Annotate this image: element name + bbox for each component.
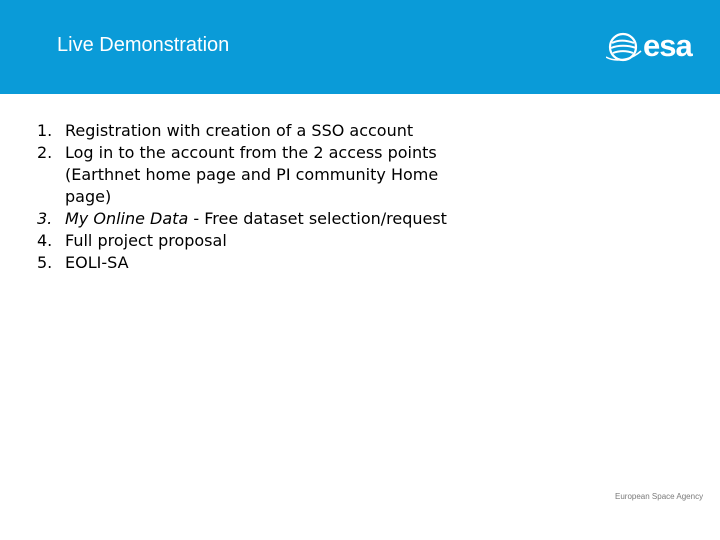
list-item-text: Log in to the account from the 2 access points: [65, 143, 437, 162]
slide-title: Live Demonstration: [57, 34, 230, 56]
esa-logo: [606, 28, 704, 66]
esa-globe-icon: [606, 31, 642, 63]
list-item-continuation: (Earthnet home page and PI community Home: [65, 165, 439, 184]
list-item: [37, 142, 557, 208]
list-item-number: 1.: [37, 121, 53, 140]
list-item-text: EOLI-SA: [65, 253, 129, 272]
list-item-text: Registration with creation of a SSO account: [65, 121, 414, 140]
esa-wordmark: esa: [643, 28, 692, 63]
demo-items-list: [37, 120, 557, 274]
list-item: [37, 208, 557, 230]
list-item-number: 5.: [37, 253, 53, 272]
footer-agency-name: European Space Agency: [615, 492, 704, 501]
header-band: [0, 0, 720, 94]
list-item-text: Full project proposal: [65, 231, 227, 250]
list-item: [37, 120, 557, 142]
list-item-italic-text: My Online Data: [65, 209, 189, 228]
list-item-number: 3.: [37, 209, 53, 228]
list-item-continuation: page): [65, 187, 112, 206]
list-item: [37, 252, 557, 274]
list-item-number: 4.: [37, 231, 53, 250]
list-item-number: 2.: [37, 143, 53, 162]
list-item: [37, 230, 557, 252]
list-item-text: - Free dataset selection/request: [188, 209, 447, 228]
